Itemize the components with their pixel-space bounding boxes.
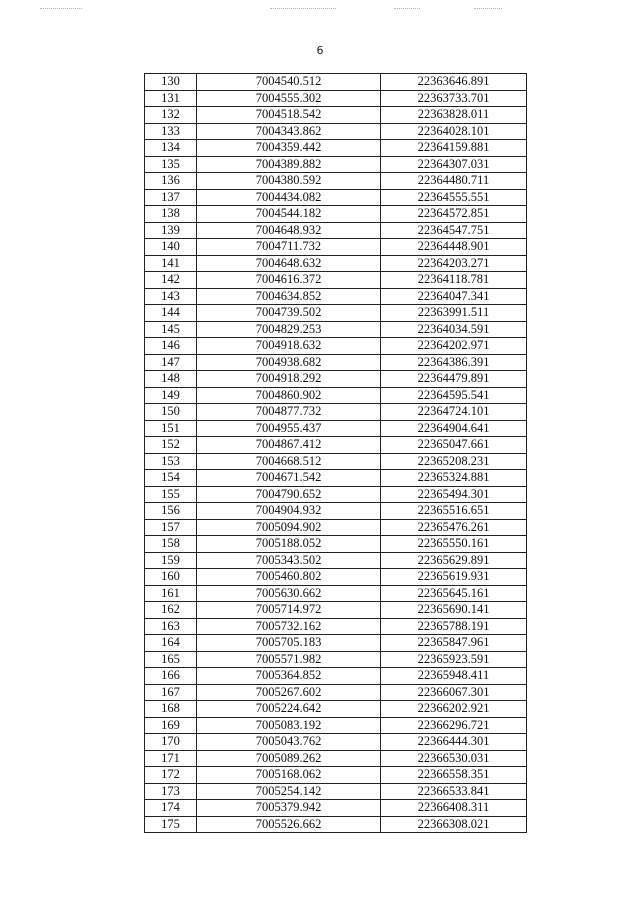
table-row bbox=[145, 239, 527, 256]
point-number-cell: 139 bbox=[145, 222, 197, 239]
x-coordinate-cell: 7004434.082 bbox=[197, 189, 381, 206]
point-number-cell: 168 bbox=[145, 701, 197, 718]
table-row bbox=[145, 552, 527, 569]
x-coordinate-cell: 7005460.802 bbox=[197, 569, 381, 586]
coordinates-table bbox=[144, 73, 527, 833]
x-coordinate-cell: 7004343.862 bbox=[197, 123, 381, 140]
x-coordinate-cell: 7004518.542 bbox=[197, 107, 381, 124]
x-coordinate-cell: 7004359.442 bbox=[197, 140, 381, 157]
y-coordinate-cell: 22364555.551 bbox=[381, 189, 527, 206]
x-coordinate-cell: 7005083.192 bbox=[197, 717, 381, 734]
x-coordinate-cell: 7004389.882 bbox=[197, 156, 381, 173]
table-row bbox=[145, 750, 527, 767]
x-coordinate-cell: 7005043.762 bbox=[197, 734, 381, 751]
x-coordinate-cell: 7005089.262 bbox=[197, 750, 381, 767]
table-row bbox=[145, 123, 527, 140]
table-row bbox=[145, 189, 527, 206]
y-coordinate-cell: 22364480.711 bbox=[381, 173, 527, 190]
point-number-cell: 149 bbox=[145, 387, 197, 404]
y-coordinate-cell: 22364307.031 bbox=[381, 156, 527, 173]
y-coordinate-cell: 22364118.781 bbox=[381, 272, 527, 289]
x-coordinate-cell: 7005526.662 bbox=[197, 816, 381, 833]
x-coordinate-cell: 7004668.512 bbox=[197, 453, 381, 470]
point-number-cell: 138 bbox=[145, 206, 197, 223]
x-coordinate-cell: 7005267.602 bbox=[197, 684, 381, 701]
point-number-cell: 148 bbox=[145, 371, 197, 388]
table-row bbox=[145, 90, 527, 107]
table-row bbox=[145, 783, 527, 800]
x-coordinate-cell: 7004634.852 bbox=[197, 288, 381, 305]
point-number-cell: 167 bbox=[145, 684, 197, 701]
table-row bbox=[145, 585, 527, 602]
point-number-cell: 153 bbox=[145, 453, 197, 470]
table-row bbox=[145, 156, 527, 173]
table-row bbox=[145, 767, 527, 784]
point-number-cell: 134 bbox=[145, 140, 197, 157]
point-number-cell: 144 bbox=[145, 305, 197, 322]
point-number-cell: 169 bbox=[145, 717, 197, 734]
x-coordinate-cell: 7005168.062 bbox=[197, 767, 381, 784]
point-number-cell: 142 bbox=[145, 272, 197, 289]
point-number-cell: 172 bbox=[145, 767, 197, 784]
x-coordinate-cell: 7005343.502 bbox=[197, 552, 381, 569]
y-coordinate-cell: 22364159.881 bbox=[381, 140, 527, 157]
y-coordinate-cell: 22366444.301 bbox=[381, 734, 527, 751]
y-coordinate-cell: 22365619.931 bbox=[381, 569, 527, 586]
x-coordinate-cell: 7004877.732 bbox=[197, 404, 381, 421]
table-row bbox=[145, 387, 527, 404]
y-coordinate-cell: 22364904.641 bbox=[381, 420, 527, 437]
table-row bbox=[145, 635, 527, 652]
point-number-cell: 131 bbox=[145, 90, 197, 107]
point-number-cell: 156 bbox=[145, 503, 197, 520]
table-row bbox=[145, 222, 527, 239]
y-coordinate-cell: 22365788.191 bbox=[381, 618, 527, 635]
x-coordinate-cell: 7005714.972 bbox=[197, 602, 381, 619]
point-number-cell: 140 bbox=[145, 239, 197, 256]
y-coordinate-cell: 22365047.661 bbox=[381, 437, 527, 454]
point-number-cell: 146 bbox=[145, 338, 197, 355]
x-coordinate-cell: 7004648.632 bbox=[197, 255, 381, 272]
x-coordinate-cell: 7004938.682 bbox=[197, 354, 381, 371]
y-coordinate-cell: 22366530.031 bbox=[381, 750, 527, 767]
point-number-cell: 136 bbox=[145, 173, 197, 190]
x-coordinate-cell: 7005630.662 bbox=[197, 585, 381, 602]
table-row bbox=[145, 321, 527, 338]
point-number-cell: 132 bbox=[145, 107, 197, 124]
table-row bbox=[145, 140, 527, 157]
y-coordinate-cell: 22364448.901 bbox=[381, 239, 527, 256]
y-coordinate-cell: 22365476.261 bbox=[381, 519, 527, 536]
x-coordinate-cell: 7004648.932 bbox=[197, 222, 381, 239]
x-coordinate-cell: 7004829.253 bbox=[197, 321, 381, 338]
table-row bbox=[145, 371, 527, 388]
table-row bbox=[145, 470, 527, 487]
point-number-cell: 171 bbox=[145, 750, 197, 767]
point-number-cell: 158 bbox=[145, 536, 197, 553]
y-coordinate-cell: 22365208.231 bbox=[381, 453, 527, 470]
x-coordinate-cell: 7004955.437 bbox=[197, 420, 381, 437]
y-coordinate-cell: 22366308.021 bbox=[381, 816, 527, 833]
y-coordinate-cell: 22364028.101 bbox=[381, 123, 527, 140]
table-row bbox=[145, 173, 527, 190]
x-coordinate-cell: 7004380.592 bbox=[197, 173, 381, 190]
y-coordinate-cell: 22365550.161 bbox=[381, 536, 527, 553]
x-coordinate-cell: 7004544.182 bbox=[197, 206, 381, 223]
y-coordinate-cell: 22364203.271 bbox=[381, 255, 527, 272]
point-number-cell: 133 bbox=[145, 123, 197, 140]
point-number-cell: 147 bbox=[145, 354, 197, 371]
table-row bbox=[145, 536, 527, 553]
point-number-cell: 173 bbox=[145, 783, 197, 800]
point-number-cell: 161 bbox=[145, 585, 197, 602]
table-row bbox=[145, 816, 527, 833]
y-coordinate-cell: 22364547.751 bbox=[381, 222, 527, 239]
x-coordinate-cell: 7005094.902 bbox=[197, 519, 381, 536]
table-row bbox=[145, 618, 527, 635]
table-row bbox=[145, 684, 527, 701]
x-coordinate-cell: 7004555.302 bbox=[197, 90, 381, 107]
table-row bbox=[145, 338, 527, 355]
table-row bbox=[145, 734, 527, 751]
table-row bbox=[145, 420, 527, 437]
table-row bbox=[145, 107, 527, 124]
y-coordinate-cell: 22365516.651 bbox=[381, 503, 527, 520]
y-coordinate-cell: 22366408.311 bbox=[381, 800, 527, 817]
point-number-cell: 166 bbox=[145, 668, 197, 685]
point-number-cell: 145 bbox=[145, 321, 197, 338]
table-row bbox=[145, 701, 527, 718]
y-coordinate-cell: 22364479.891 bbox=[381, 371, 527, 388]
y-coordinate-cell: 22364386.391 bbox=[381, 354, 527, 371]
point-number-cell: 165 bbox=[145, 651, 197, 668]
x-coordinate-cell: 7005188.052 bbox=[197, 536, 381, 553]
y-coordinate-cell: 22364572.851 bbox=[381, 206, 527, 223]
x-coordinate-cell: 7004904.932 bbox=[197, 503, 381, 520]
y-coordinate-cell: 22365690.141 bbox=[381, 602, 527, 619]
table-row bbox=[145, 717, 527, 734]
point-number-cell: 150 bbox=[145, 404, 197, 421]
x-coordinate-cell: 7005224.642 bbox=[197, 701, 381, 718]
y-coordinate-cell: 22365847.961 bbox=[381, 635, 527, 652]
table-row bbox=[145, 74, 527, 91]
y-coordinate-cell: 22365923.591 bbox=[381, 651, 527, 668]
y-coordinate-cell: 22365324.881 bbox=[381, 470, 527, 487]
table-row bbox=[145, 668, 527, 685]
table-row bbox=[145, 503, 527, 520]
x-coordinate-cell: 7004918.632 bbox=[197, 338, 381, 355]
x-coordinate-cell: 7005571.982 bbox=[197, 651, 381, 668]
point-number-cell: 162 bbox=[145, 602, 197, 619]
y-coordinate-cell: 22366067.301 bbox=[381, 684, 527, 701]
table-row bbox=[145, 519, 527, 536]
y-coordinate-cell: 22366533.841 bbox=[381, 783, 527, 800]
header-scan-marks bbox=[40, 8, 510, 14]
point-number-cell: 174 bbox=[145, 800, 197, 817]
x-coordinate-cell: 7005732.162 bbox=[197, 618, 381, 635]
y-coordinate-cell: 22364047.341 bbox=[381, 288, 527, 305]
point-number-cell: 141 bbox=[145, 255, 197, 272]
point-number-cell: 157 bbox=[145, 519, 197, 536]
x-coordinate-cell: 7004739.502 bbox=[197, 305, 381, 322]
x-coordinate-cell: 7004860.902 bbox=[197, 387, 381, 404]
point-number-cell: 163 bbox=[145, 618, 197, 635]
x-coordinate-cell: 7004790.652 bbox=[197, 486, 381, 503]
y-coordinate-cell: 22366202.921 bbox=[381, 701, 527, 718]
y-coordinate-cell: 22364595.541 bbox=[381, 387, 527, 404]
point-number-cell: 164 bbox=[145, 635, 197, 652]
y-coordinate-cell: 22365948.411 bbox=[381, 668, 527, 685]
x-coordinate-cell: 7004540.512 bbox=[197, 74, 381, 91]
point-number-cell: 152 bbox=[145, 437, 197, 454]
table-row bbox=[145, 404, 527, 421]
coordinates-table-body bbox=[145, 74, 527, 833]
y-coordinate-cell: 22364724.101 bbox=[381, 404, 527, 421]
point-number-cell: 151 bbox=[145, 420, 197, 437]
y-coordinate-cell: 22363733.701 bbox=[381, 90, 527, 107]
table-row bbox=[145, 437, 527, 454]
table-row bbox=[145, 453, 527, 470]
point-number-cell: 137 bbox=[145, 189, 197, 206]
point-number-cell: 130 bbox=[145, 74, 197, 91]
table-row bbox=[145, 602, 527, 619]
point-number-cell: 159 bbox=[145, 552, 197, 569]
x-coordinate-cell: 7005364.852 bbox=[197, 668, 381, 685]
x-coordinate-cell: 7004867.412 bbox=[197, 437, 381, 454]
point-number-cell: 170 bbox=[145, 734, 197, 751]
table-row bbox=[145, 288, 527, 305]
point-number-cell: 175 bbox=[145, 816, 197, 833]
x-coordinate-cell: 7004711.732 bbox=[197, 239, 381, 256]
x-coordinate-cell: 7005254.142 bbox=[197, 783, 381, 800]
point-number-cell: 160 bbox=[145, 569, 197, 586]
y-coordinate-cell: 22363646.891 bbox=[381, 74, 527, 91]
table-row bbox=[145, 272, 527, 289]
y-coordinate-cell: 22364034.591 bbox=[381, 321, 527, 338]
y-coordinate-cell: 22363991.511 bbox=[381, 305, 527, 322]
table-row bbox=[145, 255, 527, 272]
x-coordinate-cell: 7005705.183 bbox=[197, 635, 381, 652]
table-row bbox=[145, 651, 527, 668]
table-row bbox=[145, 206, 527, 223]
x-coordinate-cell: 7004671.542 bbox=[197, 470, 381, 487]
x-coordinate-cell: 7004918.292 bbox=[197, 371, 381, 388]
point-number-cell: 154 bbox=[145, 470, 197, 487]
table-row bbox=[145, 569, 527, 586]
y-coordinate-cell: 22365494.301 bbox=[381, 486, 527, 503]
y-coordinate-cell: 22364202.971 bbox=[381, 338, 527, 355]
table-row bbox=[145, 305, 527, 322]
x-coordinate-cell: 7004616.372 bbox=[197, 272, 381, 289]
y-coordinate-cell: 22365645.161 bbox=[381, 585, 527, 602]
table-row bbox=[145, 800, 527, 817]
y-coordinate-cell: 22366558.351 bbox=[381, 767, 527, 784]
y-coordinate-cell: 22363828.011 bbox=[381, 107, 527, 124]
point-number-cell: 155 bbox=[145, 486, 197, 503]
y-coordinate-cell: 22366296.721 bbox=[381, 717, 527, 734]
table-row bbox=[145, 354, 527, 371]
point-number-cell: 135 bbox=[145, 156, 197, 173]
table-row bbox=[145, 486, 527, 503]
page-number: 6 bbox=[316, 44, 324, 57]
point-number-cell: 143 bbox=[145, 288, 197, 305]
y-coordinate-cell: 22365629.891 bbox=[381, 552, 527, 569]
x-coordinate-cell: 7005379.942 bbox=[197, 800, 381, 817]
